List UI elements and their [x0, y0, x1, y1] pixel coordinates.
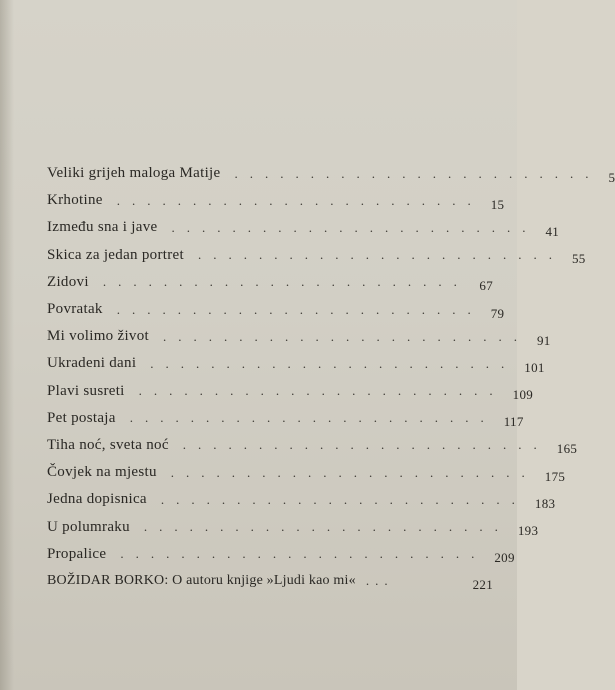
toc-entry-page: 15: [490, 196, 505, 212]
toc-entry-title: Veliki grijeh maloga Matije: [47, 165, 221, 182]
toc-entry: [47, 242, 586, 269]
toc-entry-title: Čovjek na mjestu: [47, 464, 157, 481]
toc-entry-page: 91: [537, 332, 551, 348]
table-of-contents: [47, 160, 615, 595]
dot-leader: ........................: [163, 328, 529, 344]
toc-entry-page: 79: [490, 305, 505, 321]
dot-leader: ...: [365, 573, 394, 589]
toc-entry-page: 55: [571, 251, 586, 267]
toc-entry-title: Povratak: [47, 301, 103, 318]
dot-leader: ........................: [182, 437, 549, 453]
toc-entry-title: Plavi susreti: [47, 382, 125, 399]
toc-entry-page: 117: [503, 414, 524, 430]
toc-entry-title: Zidovi: [47, 273, 89, 290]
dot-leader: ........................: [160, 491, 527, 507]
toc-entry-page: 41: [545, 223, 560, 239]
toc-entry-title: U polumraku: [47, 518, 130, 535]
toc-entry: [47, 432, 578, 459]
toc-entry: [47, 378, 534, 405]
toc-entry: [47, 513, 539, 540]
toc-entry-page: 209: [494, 550, 515, 566]
toc-entry-page: 165: [556, 441, 578, 457]
page-gutter-shadow: [0, 0, 14, 690]
toc-entry: [47, 350, 545, 377]
dot-leader: ........................: [116, 301, 483, 317]
dot-leader: ........................: [171, 219, 538, 235]
toc-entry: [47, 323, 551, 350]
toc-entry: [47, 214, 560, 241]
dot-leader: ........................: [116, 192, 483, 208]
dot-leader: ........................: [197, 247, 564, 263]
toc-entry-title: Tiha noć, sveta noć: [47, 436, 169, 453]
toc-entry-title: Mi volimo život: [47, 328, 149, 345]
toc-entry: [47, 541, 515, 568]
dot-leader: ........................: [150, 355, 517, 371]
toc-entry: [47, 486, 556, 513]
toc-entry-page: 5: [608, 169, 615, 185]
toc-entry: [47, 269, 493, 296]
toc-entry-page: 183: [534, 495, 556, 511]
toc-entry-title: BOŽIDAR BORKO: O autoru knjige »Ljudi kao mi«: [47, 573, 356, 589]
toc-entry-page: 175: [544, 468, 566, 484]
toc-entry-title: Između sna i jave: [47, 219, 158, 236]
toc-entry-page: 109: [512, 387, 534, 403]
dot-leader: ........................: [102, 274, 469, 290]
toc-entry-title: Jedna dopisnica: [47, 491, 147, 508]
toc-entry-title: Ukradeni dani: [47, 355, 137, 372]
toc-entry-page: 67: [479, 278, 493, 294]
dot-leader: ........................: [129, 410, 496, 426]
toc-entry: [47, 296, 505, 323]
toc-entry-title: Propalice: [47, 545, 107, 562]
toc-entry: [47, 568, 493, 595]
toc-entry-title: Skica za jedan portret: [47, 246, 184, 263]
toc-entry-title: Krhotine: [47, 192, 103, 209]
toc-entry-page: 221: [472, 577, 493, 593]
toc-entry: [47, 405, 524, 432]
toc-entry: [47, 459, 566, 486]
dot-leader: ........................: [143, 519, 510, 535]
toc-entry-page: 101: [524, 359, 545, 375]
toc-entry-page: 193: [517, 523, 539, 539]
dot-leader: ........................: [170, 464, 537, 480]
dot-leader: ........................: [138, 383, 505, 399]
toc-entry: [47, 187, 505, 214]
toc-entry: [47, 160, 615, 187]
toc-entry-title: Pet postaja: [47, 409, 116, 426]
dot-leader: ........................: [234, 165, 601, 181]
dot-leader: ........................: [120, 546, 487, 562]
